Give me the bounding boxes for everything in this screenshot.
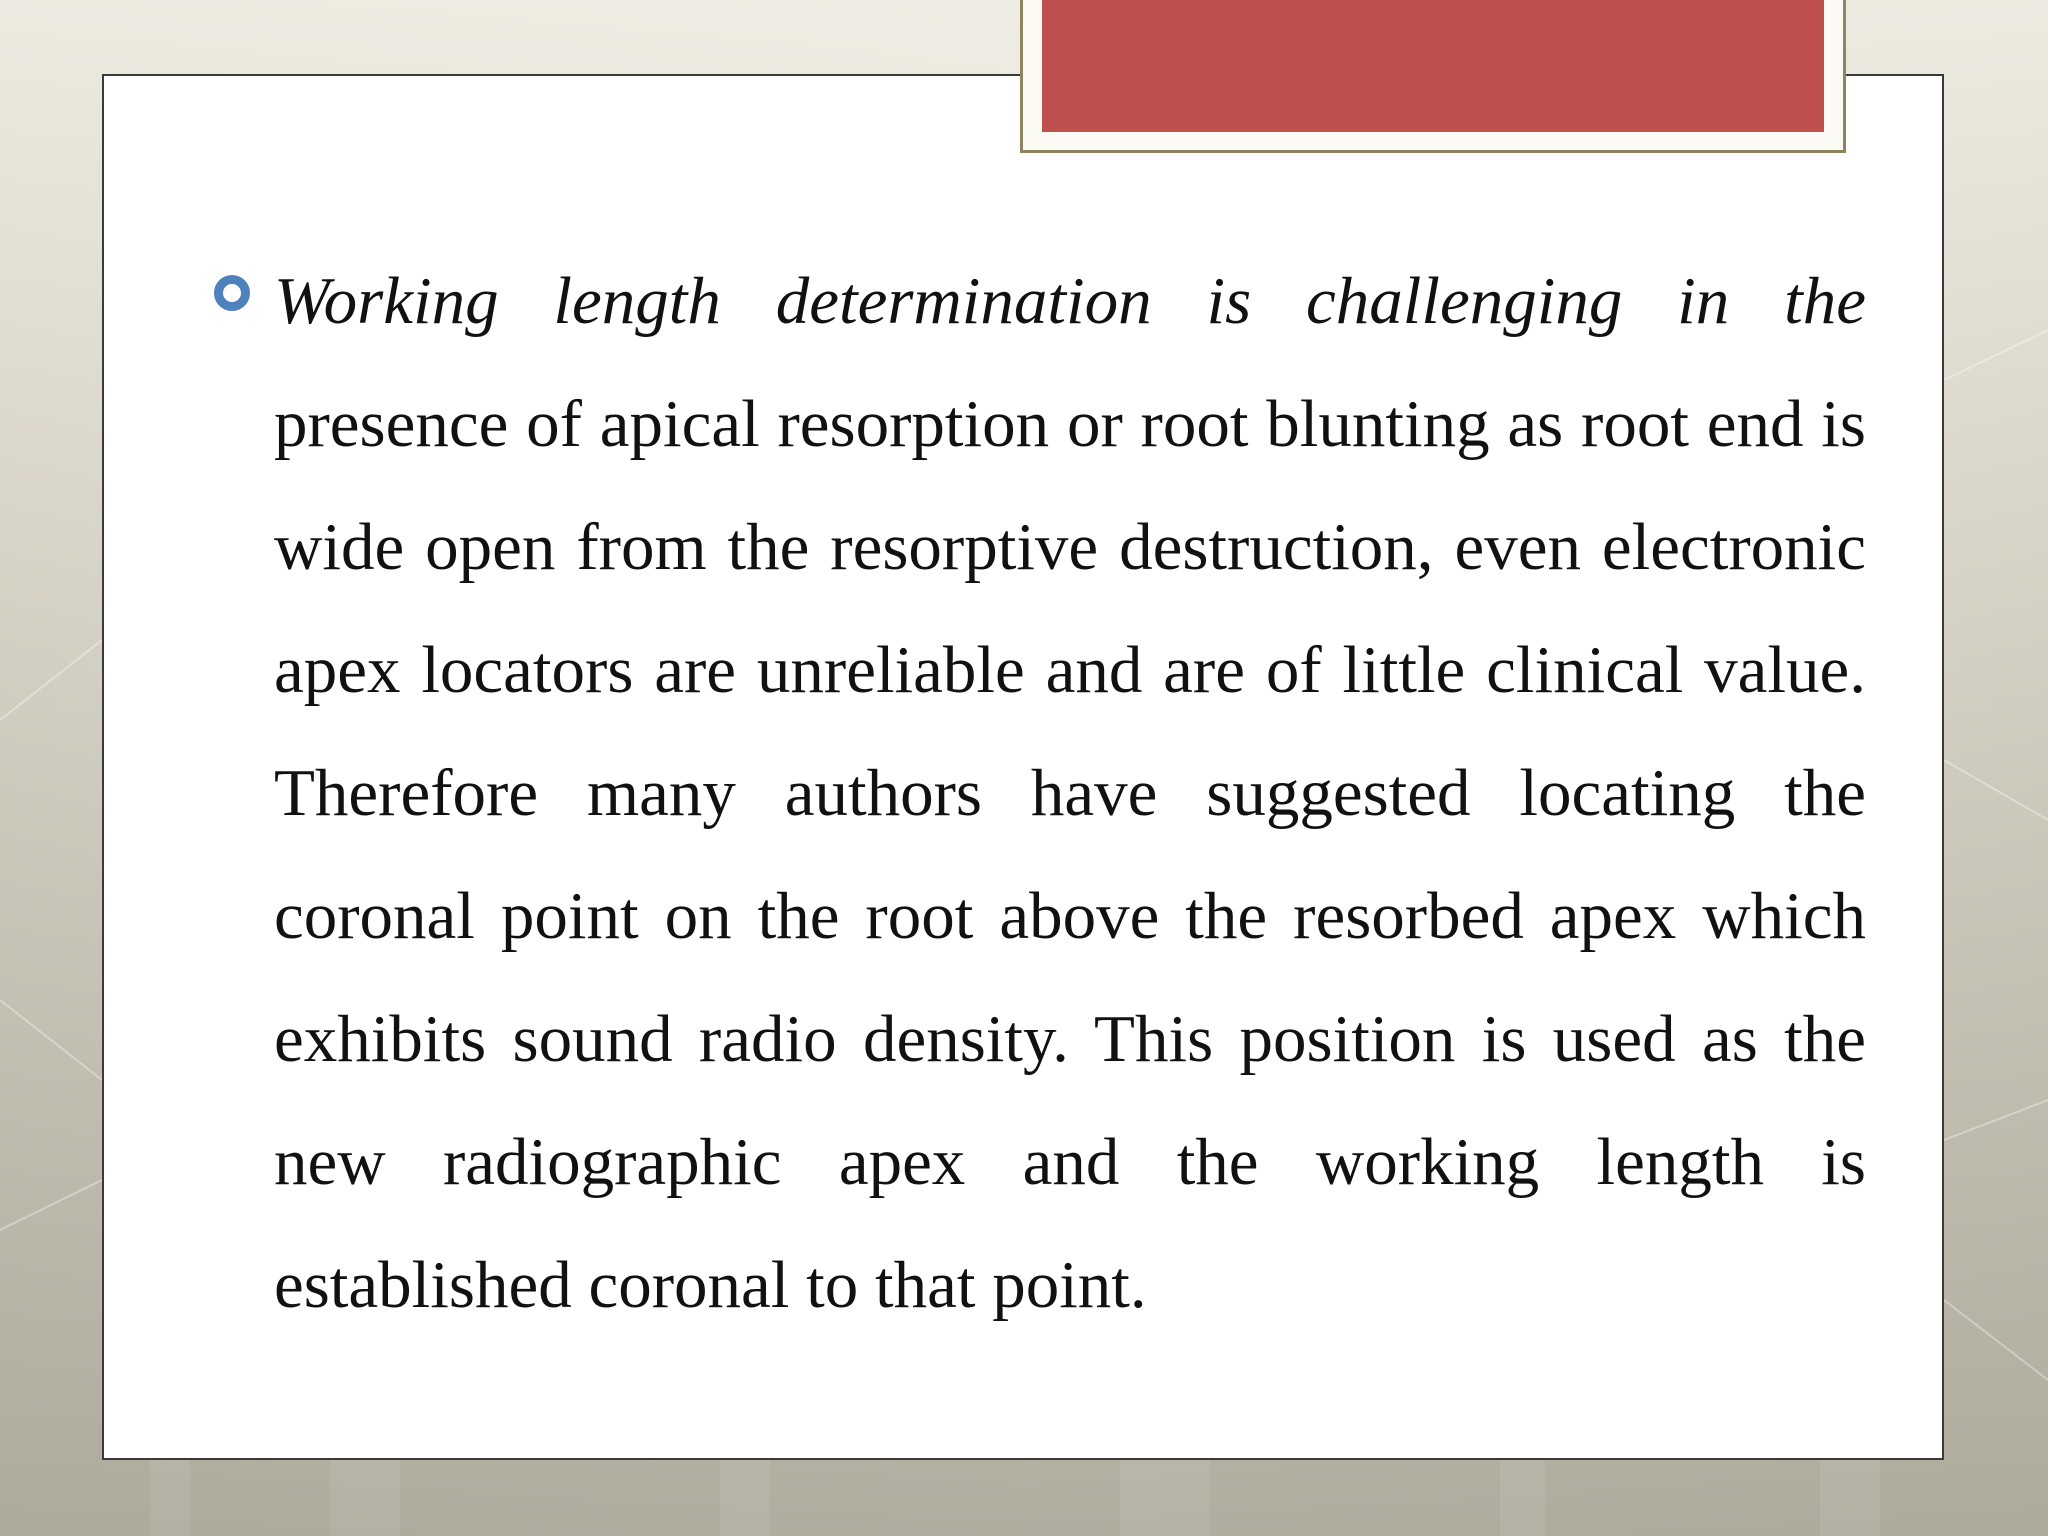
title-tab bbox=[1020, 0, 1846, 153]
bullet-italic-lead: Working length determination is challenging in the bbox=[274, 264, 1866, 338]
bullet-paragraph bbox=[274, 240, 1866, 1347]
bullet-circle-icon bbox=[214, 275, 250, 311]
bullet-body-text: presence of apical resorption or root blunting as root end is wide open from the resorptive destruction, even electronic apex locators are unreliable and are of little clinical value. Therefore many authors have suggested locating the coronal point on the root above the resorbed apex which exhibits sound radio density. This position is used as the new radiographic apex and the working length is established coronal to that point. bbox=[274, 387, 1866, 1322]
title-tab-fill bbox=[1042, 0, 1824, 132]
